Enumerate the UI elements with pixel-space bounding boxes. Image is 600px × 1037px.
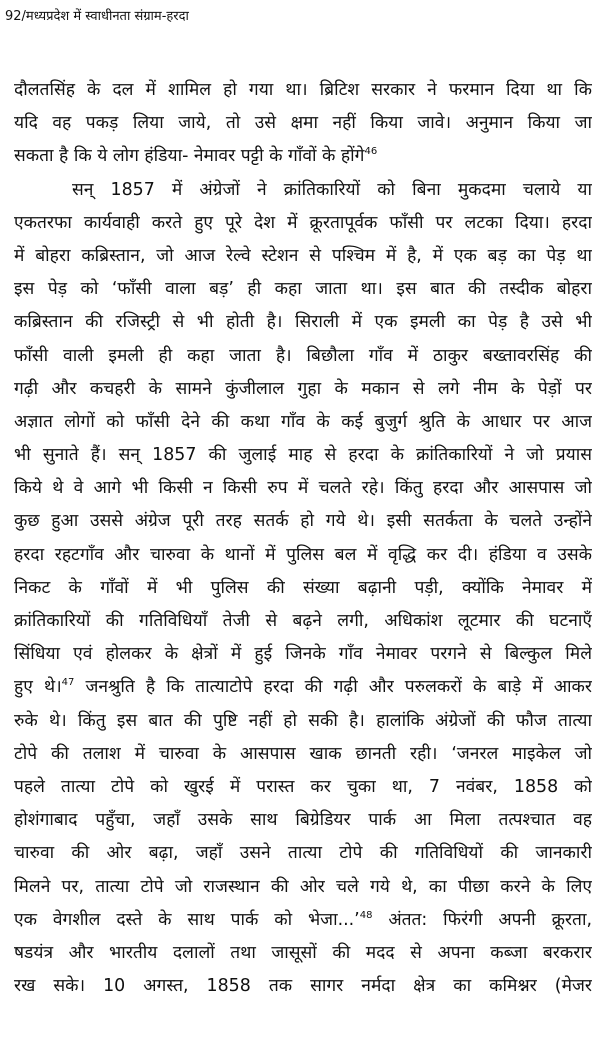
text-line: कुछ हुआ उससे अंग्रेज पूरी तरह सतर्क हो गये थे। इसी सतर्कता के चलते उन्होंने xyxy=(14,511,592,532)
text-segment: सकता है कि ये लोग हंडिया- नेमावर पट्टी के गाँवों के होंगे xyxy=(14,146,365,167)
body-text xyxy=(14,74,592,1003)
text-line: सिंधिया एवं होलकर के क्षेत्रों में हुई जिनके गाँव नेमावर परगने से बिल्कुल मिले xyxy=(14,644,592,665)
text-segment: हुए थे। xyxy=(14,677,62,698)
footnote-ref-46: 46 xyxy=(364,146,378,158)
text-line: षडयंत्र और भारतीय दलालों तथा जासूसों की मदद से अपना कब्जा बरकरार xyxy=(14,942,592,963)
text-line: यदि वह पकड़ लिया जाये, तो उसे क्षमा नहीं किया जावे। अनुमान किया जा xyxy=(14,113,592,134)
text-line: क्रांतिकारियों की गतिविधियाँ तेजी से बढ़ने लगी, अधिकांश लूटमार की घटनाएँ xyxy=(14,611,592,631)
text-line: मिलने पर, तात्या टोपे जो राजस्थान की ओर चले गये थे, का पीछा करने के लिए xyxy=(14,876,592,897)
text-line: इस पेड़ को ‘फाँसी वाला बड़’ ही कहा जाता था। इस बात की तस्दीक बोहरा xyxy=(14,279,592,300)
text-line: फाँसी वाली इमली ही कहा जाता है। बिछौला गाँव में ठाकुर बख्तावरसिंह की xyxy=(14,345,592,366)
text-line: हरदा रहटगाँव और चारुवा के थानों में पुलिस बल में वृद्धि कर दी। हंडिया व उसके xyxy=(14,544,592,565)
text-line xyxy=(14,140,592,173)
footnote-ref-48: 48 xyxy=(359,909,373,921)
text-line: होशंगाबाद पहुँचा, जहाँ उसके साथ बिग्रेडियर पार्क आ मिला तत्पश्चात वह xyxy=(14,810,592,831)
text-line: किये थे वे आगे भी किसी न किसी रुप में चलते रहे। किंतु हरदा और आसपास जो xyxy=(14,478,592,499)
paragraph-start-line: सन् 1857 में अंग्रेजों ने क्रांतिकारियों को बिना मुकदमा चलाये या xyxy=(72,179,592,200)
text-line: दौलतसिंह के दल में शामिल हो गया था। ब्रिटिश सरकार ने फरमान दिया था कि xyxy=(14,80,592,100)
text-line: टोपे की तलाश में चारुवा के आसपास खाक छानती रही। ‘जनरल माइकेल जो xyxy=(14,743,592,764)
text-line: एकतरफा कार्यवाही करते हुए पूरे देश में क्रूरतापूर्वक फाँसी पर लटका दिया। हरदा xyxy=(14,212,592,233)
footnote-ref-47: 47 xyxy=(61,677,75,689)
text-line xyxy=(14,671,592,704)
text-line: पहले तात्या टोपे को खुरई में परास्त कर चुका था, 7 नवंबर, 1858 को xyxy=(14,776,592,797)
text-segment: एक वेगशील दस्ते के साथ पार्क को भेजा...’ xyxy=(14,909,360,930)
text-line: भी सुनाते हैं। सन् 1857 की जुलाई माह से हरदा के क्रांतिकारियों ने जो प्रयास xyxy=(14,445,592,466)
text-line: रख सके। 10 अगस्त, 1858 तक सागर नर्मदा क्षेत्र का कमिश्नर (मेजर xyxy=(14,976,592,997)
text-line xyxy=(14,904,592,937)
text-segment: जनश्रुति है कि तात्याटोपे हरदा की गढ़ी और परुलकरों के बाड़े में आकर xyxy=(74,677,592,698)
text-line: चारुवा की ओर बढ़ा, जहाँ उसने तात्या टोपे की गतिविधियों की जानकारी xyxy=(14,843,592,864)
running-header: 92/मध्यप्रदेश में स्वाधीनता संग्राम-हरदा xyxy=(5,9,189,24)
text-line: अज्ञात लोगों को फाँसी देने की कथा गाँव के कई बुजुर्ग श्रुति के आधार पर आज xyxy=(14,411,592,432)
text-line: रुके थे। किंतु इस बात की पुष्टि नहीं हो सकी है। हालांकि अंग्रेजों की फौज तात्या xyxy=(14,710,592,731)
text-line: में बोहरा कब्रिस्तान, जो आज रेल्वे स्टेशन से पश्चिम में है, में एक बड़ का पेड़ था xyxy=(14,245,592,266)
text-line: गढ़ी और कचहरी के सामने कुंजीलाल गुहा के मकान से लगे नीम के पेड़ों पर xyxy=(14,378,592,399)
text-line: कब्रिस्तान की रजिस्ट्री से भी होती है। सिराली में एक इमली का पेड़ है उसे भी xyxy=(14,312,592,333)
text-line: निकट के गाँवों में भी पुलिस की संख्या बढ़ानी पड़ी, क्योंकि नेमावर में xyxy=(14,577,592,598)
text-segment: अंतत: फिरंगी अपनी क्रूरता, xyxy=(372,909,592,930)
